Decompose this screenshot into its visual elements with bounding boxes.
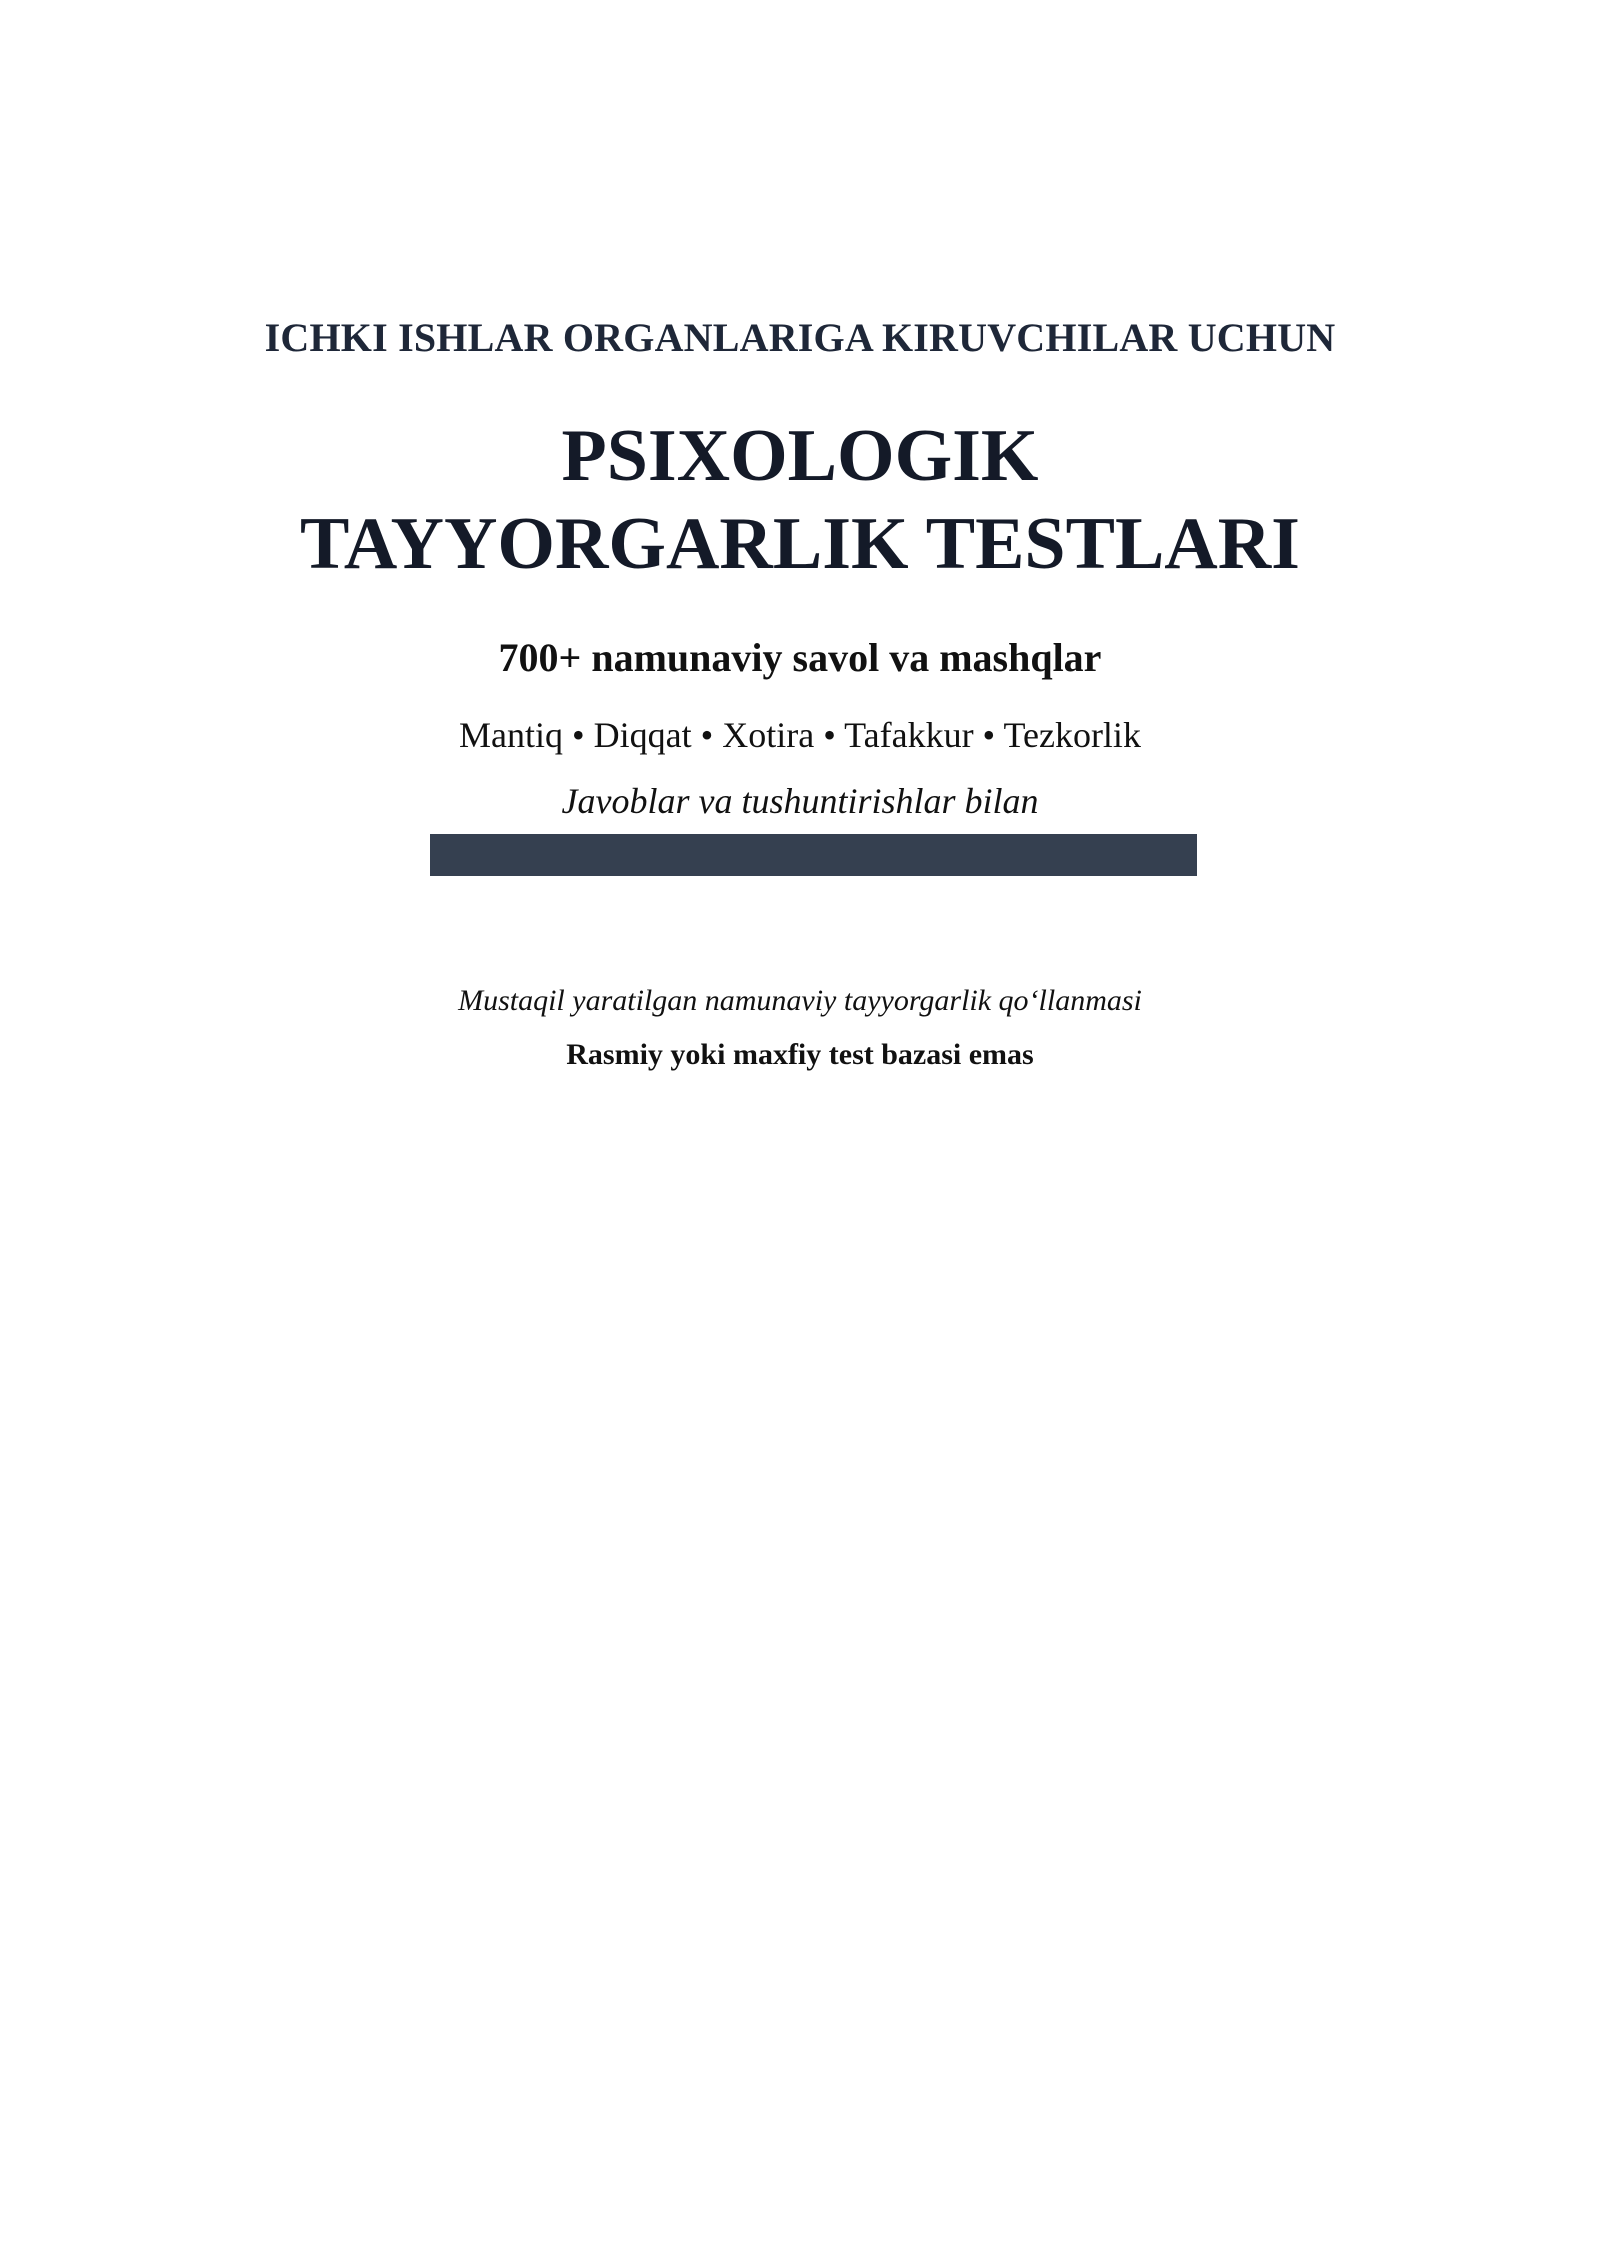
cover-title-line-1: PSIXOLOGIK	[561, 415, 1039, 497]
question-count-subtitle: 700+ namunaviy savol va mashqlar	[498, 635, 1102, 680]
decorative-divider-bar	[430, 834, 1197, 876]
answers-note: Javoblar va tushuntirishlar bilan	[561, 781, 1039, 821]
official-disclaimer: Rasmiy yoki maxfiy test bazasi emas	[566, 1038, 1034, 1071]
cover-title-line-2: TAYYORGARLIK TESTLARI	[300, 503, 1300, 585]
independent-guide-note: Mustaqil yaratilgan namunaviy tayyorgarlik qo‘llanmasi	[458, 984, 1142, 1017]
cover-title	[0, 412, 1600, 588]
topics-list: Mantiq • Diqqat • Xotira • Tafakkur • Tezkorlik	[459, 715, 1141, 755]
cover-supertitle: ICHKI ISHLAR ORGANLARIGA KIRUVCHILAR UCHUN	[264, 315, 1336, 360]
